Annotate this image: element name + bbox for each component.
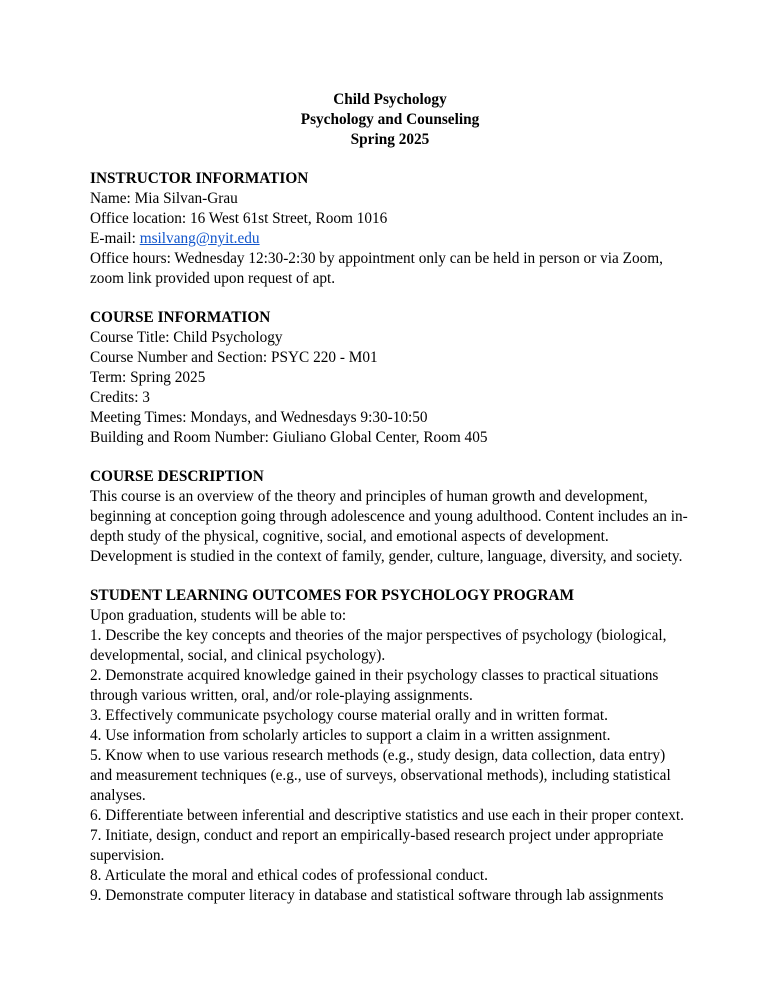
course-title: Child Psychology: [333, 91, 447, 108]
course-number-line: Course Number and Section: PSYC 220 - M01: [90, 349, 378, 366]
outcome-item: 9. Demonstrate computer literacy in database and statistical software through lab assignments: [90, 887, 664, 904]
outcome-item: 2. Demonstrate acquired knowledge gained in their psychology classes to practical situations through various written, oral, and/or role-playing assignments.: [90, 667, 659, 704]
outcomes-heading: STUDENT LEARNING OUTCOMES FOR PSYCHOLOGY PROGRAM: [90, 587, 575, 604]
outcomes-section: [90, 586, 690, 906]
course-title-line: Course Title: Child Psychology: [90, 329, 283, 346]
description-section: [90, 467, 690, 567]
email-link[interactable]: msilvang@nyit.edu: [139, 230, 260, 247]
department-title: Psychology and Counseling: [300, 111, 480, 128]
room-line: Building and Room Number: Giuliano Global Center, Room 405: [90, 429, 488, 446]
syllabus-page: [90, 90, 690, 906]
office-hours: Office hours: Wednesday 12:30-2:30 by appointment only can be held in person or via Zoom, zoom link provided upon request of apt.: [90, 250, 663, 287]
outcomes-intro: Upon graduation, students will be able to:: [90, 607, 347, 624]
outcome-item: 7. Initiate, design, conduct and report an empirically-based research project under appropriate supervision.: [90, 827, 664, 864]
course-info-section: [90, 308, 690, 448]
credits-line: Credits: 3: [90, 389, 150, 406]
outcome-item: 6. Differentiate between inferential and descriptive statistics and use each in their proper context.: [90, 807, 684, 824]
meeting-times-line: Meeting Times: Mondays, and Wednesdays 9:30-10:50: [90, 409, 428, 426]
term-title: Spring 2025: [350, 131, 430, 148]
instructor-section: [90, 169, 690, 289]
outcome-item: 4. Use information from scholarly articles to support a claim in a written assignment.: [90, 727, 611, 744]
course-info-heading: COURSE INFORMATION: [90, 309, 271, 326]
outcome-item: 3. Effectively communicate psychology course material orally and in written format.: [90, 707, 608, 724]
email-line: [90, 229, 690, 249]
syllabus-header: [90, 90, 690, 150]
description-heading: COURSE DESCRIPTION: [90, 468, 264, 485]
term-line: Term: Spring 2025: [90, 369, 206, 386]
outcome-item: 1. Describe the key concepts and theories of the major perspectives of psychology (biological, developmental, social, and clinical psychology).: [90, 627, 667, 664]
email-label: E-mail:: [90, 230, 140, 247]
instructor-heading: INSTRUCTOR INFORMATION: [90, 170, 309, 187]
office-location: Office location: 16 West 61st Street, Room 1016: [90, 210, 388, 227]
description-text: This course is an overview of the theory and principles of human growth and development, beginning at conception going through adolescence and young adulthood. Content includes an in-depth study of the physical, cognitive, social, and emotional aspects of development. Development is studied in the context of family, gender, culture, language, diversity, and society.: [90, 488, 688, 565]
instructor-name: Name: Mia Silvan-Grau: [90, 190, 238, 207]
outcome-item: 5. Know when to use various research methods (e.g., study design, data collection, data entry) and measurement techniques (e.g., use of surveys, observational methods), including statistical analyses.: [90, 747, 671, 804]
outcome-item: 8. Articulate the moral and ethical codes of professional conduct.: [90, 867, 489, 884]
